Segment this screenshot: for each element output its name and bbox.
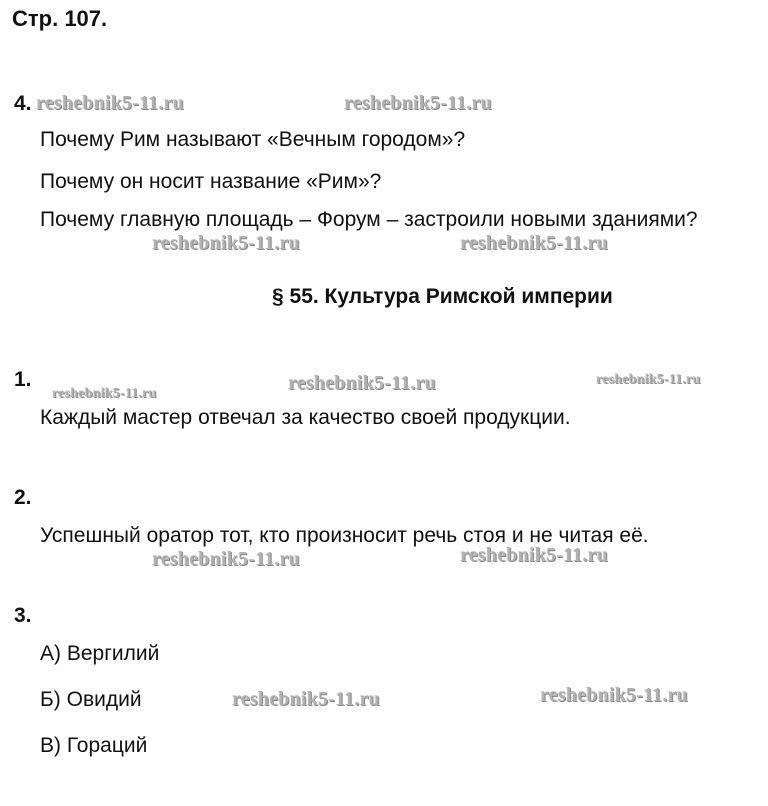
watermark: reshebnik5-11.ru xyxy=(152,548,300,570)
task4-question-1: Почему Рим называют «Вечным городом»? xyxy=(40,128,466,151)
q3-option-c: В) Гораций xyxy=(40,734,148,757)
q2-number: 2. xyxy=(14,486,32,509)
watermark: reshebnik5-11.ru xyxy=(540,684,688,706)
section-title: § 55. Культура Римской империи xyxy=(272,285,613,308)
q3-option-a: А) Вергилий xyxy=(40,642,160,665)
page-header: Стр. 107. xyxy=(12,6,108,31)
watermark: reshebnik5-11.ru xyxy=(344,92,492,114)
task4-question-3: Почему главную площадь – Форум – застроили новыми зданиями? xyxy=(40,208,698,231)
q1-number: 1. xyxy=(14,368,32,391)
task4-number: 4. xyxy=(14,92,32,115)
q3-option-b: Б) Овидий xyxy=(40,688,142,711)
q3-number: 3. xyxy=(14,604,32,627)
q2-answer: Успешный оратор тот, кто произносит речь стоя и не читая её. xyxy=(40,524,649,547)
watermark: reshebnik5-11.ru xyxy=(596,372,701,387)
watermark: reshebnik5-11.ru xyxy=(232,688,380,710)
q1-answer: Каждый мастер отвечал за качество своей продукции. xyxy=(40,406,571,429)
watermark: reshebnik5-11.ru xyxy=(460,544,608,566)
watermark: reshebnik5-11.ru xyxy=(460,232,608,254)
watermark: reshebnik5-11.ru xyxy=(52,386,157,401)
watermark: reshebnik5-11.ru xyxy=(288,372,436,394)
watermark: reshebnik5-11.ru xyxy=(152,232,300,254)
task4-question-2: Почему он носит название «Рим»? xyxy=(40,170,382,193)
watermark: reshebnik5-11.ru xyxy=(36,92,184,114)
